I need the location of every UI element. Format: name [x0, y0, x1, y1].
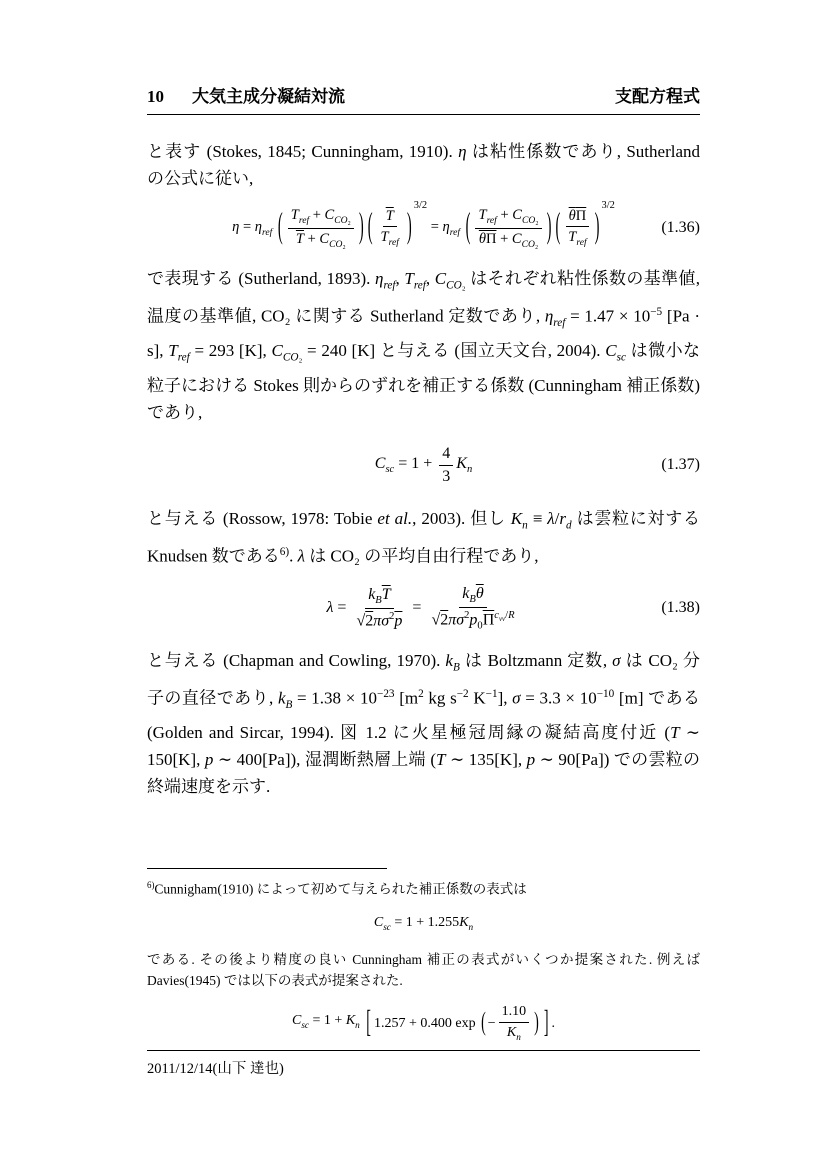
- left-paren-icon: (: [465, 207, 471, 247]
- eq136-fraction-1: $\frac{T_{ref} + C_{CO_2}}{\overline{T} + C_{CO_2}}$: [288, 206, 354, 251]
- eq138-lhs: λ =: [326, 599, 351, 617]
- equation-number-1-37: (1.37): [661, 456, 700, 474]
- left-paren-icon: (: [481, 1008, 486, 1038]
- fneq2-lhs: $C_{sc} = 1 + K_n$: [291, 1013, 360, 1031]
- equation-1-37: [147, 444, 700, 487]
- paragraph-4: と与える (Chapman and Cowling, 1970). $k_B$ は Boltzmann 定数, σ は CO₂ 分子の直径であり, $k_B = 1.38 \times 10^{-23}$ [$m^2$ kg $s^{-2}$ $K^{-1}$], $\sigma = 3.3 \times 10^{-10}$ [m] である (Golden and Sircar, 1994). 図 1.2 に火星極冠周縁の凝結高度付近 (T ∼ 150[K], p ∼ 400[Pa]), 湿潤断熱層上端 (T ∼ 135[K], p ∼ 90[Pa]) での雲粒の終端速度を示す.: [147, 650, 701, 797]
- footnote: [147, 868, 700, 1055]
- footnote-equation-2: [147, 1003, 700, 1043]
- left-paren-icon: (: [555, 207, 561, 247]
- eq136-exponent: 3/2: [413, 200, 428, 212]
- eq137-lhs: $C_{sc} = 1$ +: [374, 454, 437, 476]
- right-paren-icon: ): [546, 207, 552, 247]
- footer-date-author: 2011/12/14(山下 達也): [147, 1061, 284, 1077]
- footer-rule: [147, 1050, 700, 1051]
- right-paren-icon: ): [358, 207, 364, 247]
- left-bracket-icon: [: [366, 1005, 371, 1041]
- eq136-fraction-3: $\frac{T_{ref} + C_{CO_2}}{\theta\Pi + C_{CO_2}}$: [475, 206, 541, 251]
- eq138-mid: =: [408, 599, 426, 617]
- eq137-fraction: $\frac{4}{3}$: [439, 444, 453, 487]
- page-header: [147, 82, 700, 115]
- header-rule: [147, 114, 700, 115]
- right-paren-icon: ): [594, 207, 600, 247]
- equation-number-1-38: (1.38): [661, 599, 700, 617]
- eq136-fraction-4: $\frac{\theta\Pi}{T_{ref}}$: [565, 207, 589, 249]
- running-title-left: 大気主成分凝結対流: [192, 87, 345, 106]
- eq137-rhs: $K_n$: [456, 454, 473, 476]
- page-footer: [147, 1050, 700, 1078]
- paragraph-2: で表現する (Sutherland, 1893). $\eta_{ref}$, $T_{ref}$, $C_{CO_2}$ はそれぞれ粘性係数の基準値, 温度の基準値, CO₂ に関する Sutherland 定数であり, $\eta_{ref} = 1.47 \times 10^{-5}$ [Pa · s], $T_{ref} = 293$ [K], $C_{CO_2} = 240$ [K] と与える (国立天文台, 2004). $C_{sc}$ は微小な粒子における Stokes 則からのずれを補正する係数 (Cunningham 補正係数) であり,: [147, 268, 701, 422]
- fneq2-period: .: [551, 1015, 555, 1031]
- eq136-mid: = $\eta_{ref}$: [427, 218, 461, 238]
- right-paren-icon: ): [406, 207, 412, 247]
- eq136-exponent: 3/2: [601, 200, 615, 212]
- equation-1-36: [147, 200, 700, 251]
- eq138-fraction-1: $\frac{k_B\overline{T}}{√2\pi\sigma^2\overline{p}}$: [356, 585, 403, 630]
- main-text: [147, 130, 700, 808]
- right-bracket-icon: ]: [543, 1005, 549, 1041]
- paragraph-3: と与える (Rossow, 1978: Tobie et al., 2003). 但し $K_n \equiv \lambda/r_d$ は雲粒に対する Knudsen 数である$^{6)}$. λ は CO₂ の平均自由行程であり,: [147, 508, 700, 566]
- footnote-text-2: である. その後より精度の良い Cunningham 補正の表式がいくつか提案された. 例えば Davies(1945) では以下の表式が提案された.: [147, 952, 700, 989]
- eq138-fraction-2: $\frac{k_B\overline{\theta}}{√2\pi\sigma^2p_0\overline{\Pi}^{c_{vv}/R}}$: [431, 584, 515, 632]
- footnote-text-1: $^{6)}$Cunnigham(1910) によって初めて与えられた補正係数の表式は: [147, 880, 527, 897]
- footnote-rule: [147, 868, 387, 869]
- minus-sign: −: [487, 1015, 496, 1031]
- running-title-right: 支配方程式: [615, 87, 700, 106]
- page-number: 10: [147, 87, 164, 106]
- paragraph-1: と表す (Stokes, 1845; Cunningham, 1910). η は粘性係数であり, Sutherland の公式に従い,: [147, 142, 700, 188]
- equation-number-1-36: (1.36): [661, 219, 700, 237]
- eq136-lhs: $\eta = \eta_{ref}$: [232, 218, 273, 238]
- left-paren-icon: (: [367, 207, 373, 247]
- footnote-equation-1: $C_{sc} = 1 + 1.255K_n$: [373, 914, 474, 932]
- fneq2-inner: 1.257 + 0.400 exp: [373, 1015, 480, 1031]
- equation-1-38: [147, 584, 700, 633]
- fneq2-fraction: $\frac{1.10}{K_n}$: [499, 1003, 530, 1043]
- eq136-fraction-2: $\frac{\overline{T}}{T_{ref}}$: [380, 208, 399, 249]
- left-paren-icon: (: [277, 207, 283, 247]
- right-paren-icon: ): [534, 1008, 539, 1038]
